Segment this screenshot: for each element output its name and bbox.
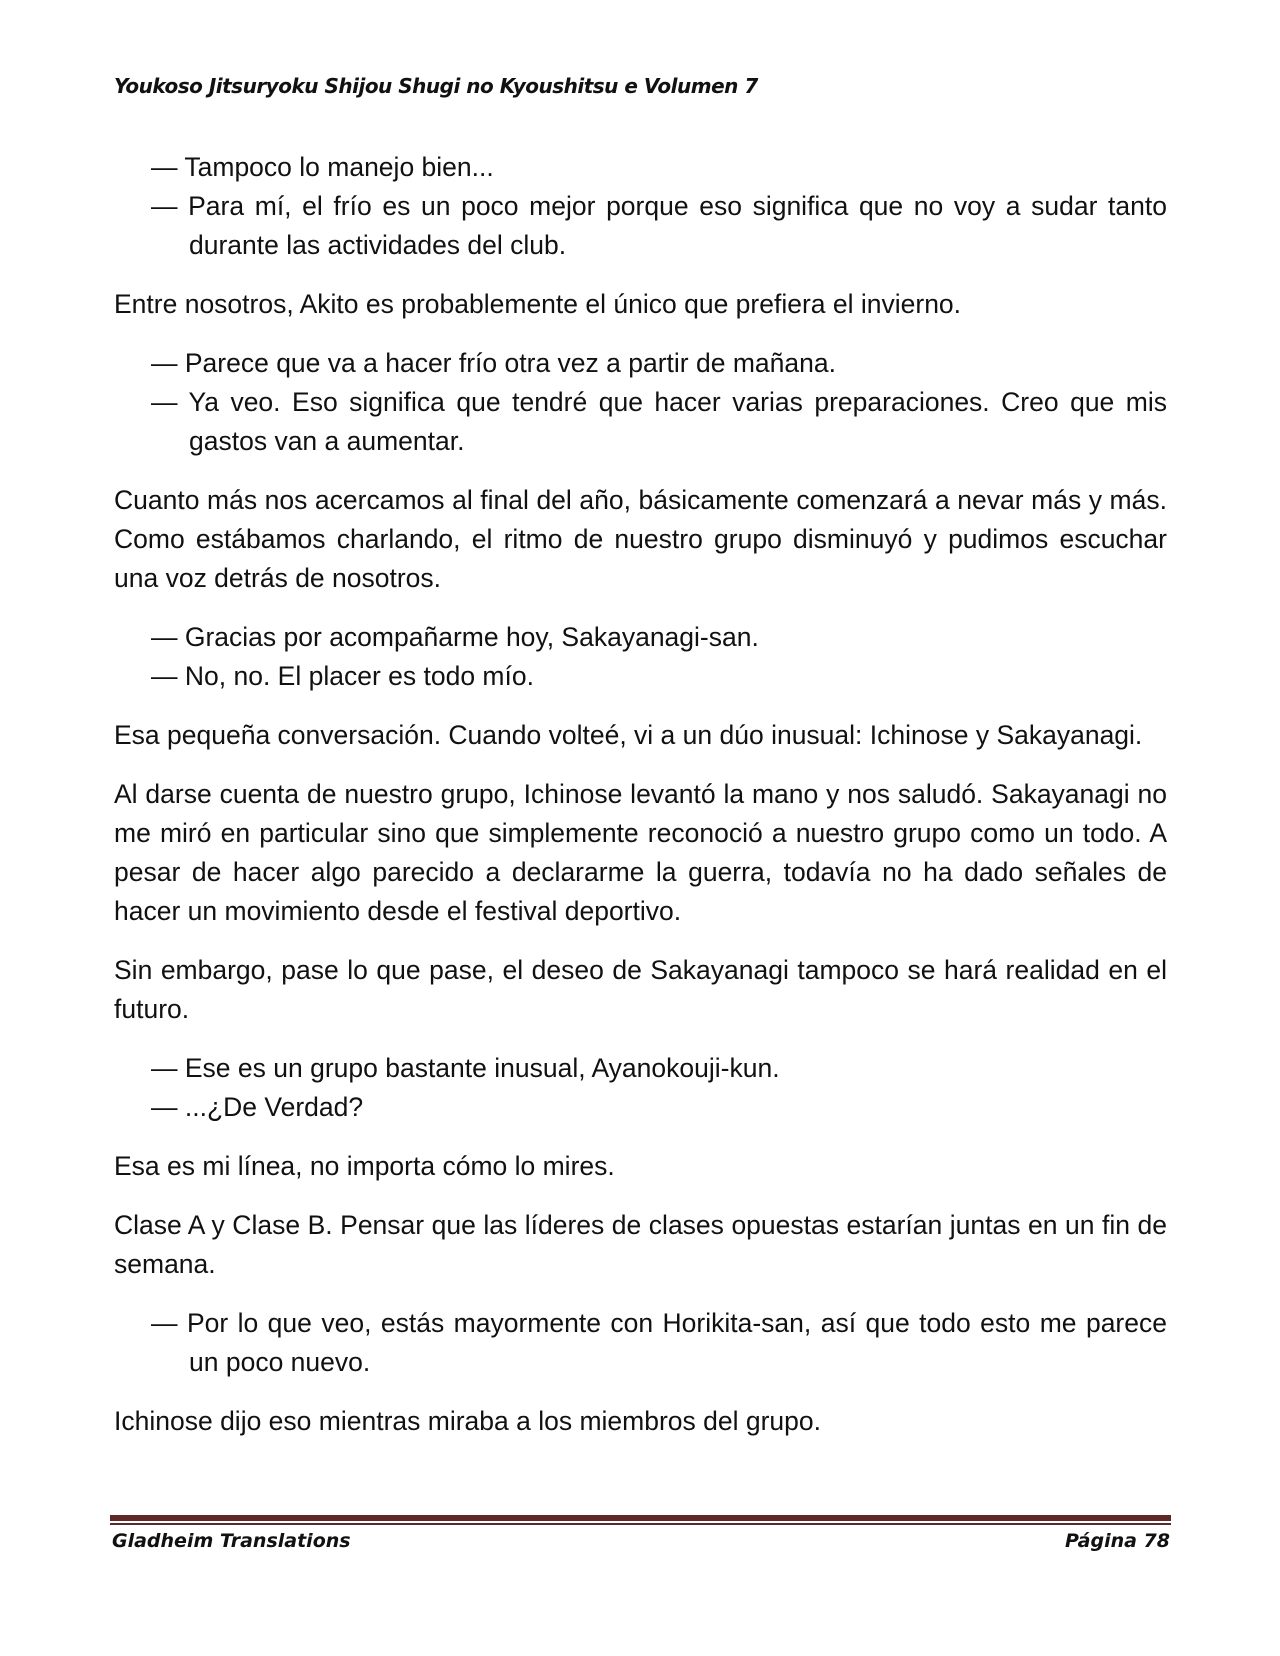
paragraph: Clase A y Clase B. Pensar que las líderes de clases opuestas estarían juntas en un fin de semana.	[114, 1210, 1167, 1279]
paragraph: Esa pequeña conversación. Cuando volteé, vi a un dúo inusual: Ichinose y Sakayanagi.	[114, 720, 1143, 750]
paragraph: Al darse cuenta de nuestro grupo, Ichinose levantó la mano y nos saludó. Sakayanagi no me miró en particular sino que simplemente reconoció a nuestro grupo como un todo. A pesar de hacer algo parecido a declararme la guerra, todavía no ha dado señales de hacer un movimiento desde el festival deportivo.	[114, 779, 1167, 926]
dialogue-group	[114, 344, 1167, 461]
dialogue-line: — Ya veo. Eso significa que tendré que hacer varias preparaciones. Creo que mis gastos van a aumentar.	[151, 387, 1167, 456]
running-header: Youkoso Jitsuryoku Shijou Shugi no Kyoushitsu e Volumen 7	[114, 74, 758, 98]
dialogue-group	[114, 148, 1167, 265]
dialogue-line: — ...¿De Verdad?	[151, 1092, 364, 1122]
dialogue-line: — Ese es un grupo bastante inusual, Ayanokouji-kun.	[151, 1053, 780, 1083]
dialogue-group	[114, 1304, 1167, 1382]
footer-rule-thin	[110, 1523, 1171, 1525]
dialogue-line: — Para mí, el frío es un poco mejor porque eso significa que no voy a sudar tanto durante las actividades del club.	[151, 191, 1167, 260]
paragraph: Sin embargo, pase lo que pase, el deseo de Sakayanagi tampoco se hará realidad en el futuro.	[114, 955, 1167, 1024]
paragraph: Entre nosotros, Akito es probablemente el único que prefiera el invierno.	[114, 289, 962, 319]
footer-publisher: Gladheim Translations	[112, 1530, 351, 1552]
paragraph: Cuanto más nos acercamos al final del año, básicamente comenzará a nevar más y más. Como estábamos charlando, el ritmo de nuestro grupo disminuyó y pudimos escuchar una voz detrás de nosotros.	[114, 485, 1167, 593]
footer-rule-thick	[110, 1515, 1171, 1521]
dialogue-line: — Por lo que veo, estás mayormente con Horikita-san, así que todo esto me parece un poco nuevo.	[151, 1308, 1167, 1377]
dialogue-group	[114, 1049, 1167, 1127]
page-body	[114, 148, 1167, 1461]
dialogue-line: — Gracias por acompañarme hoy, Sakayanagi-san.	[151, 622, 759, 652]
dialogue-line: — No, no. El placer es todo mío.	[151, 661, 534, 691]
dialogue-group	[114, 618, 1167, 696]
page-number: Página 78	[1064, 1530, 1170, 1552]
paragraph: Ichinose dijo eso mientras miraba a los miembros del grupo.	[114, 1406, 821, 1436]
paragraph: Esa es mi línea, no importa cómo lo mires.	[114, 1151, 615, 1181]
dialogue-line: — Tampoco lo manejo bien...	[151, 152, 494, 182]
dialogue-line: — Parece que va a hacer frío otra vez a partir de mañana.	[151, 348, 836, 378]
